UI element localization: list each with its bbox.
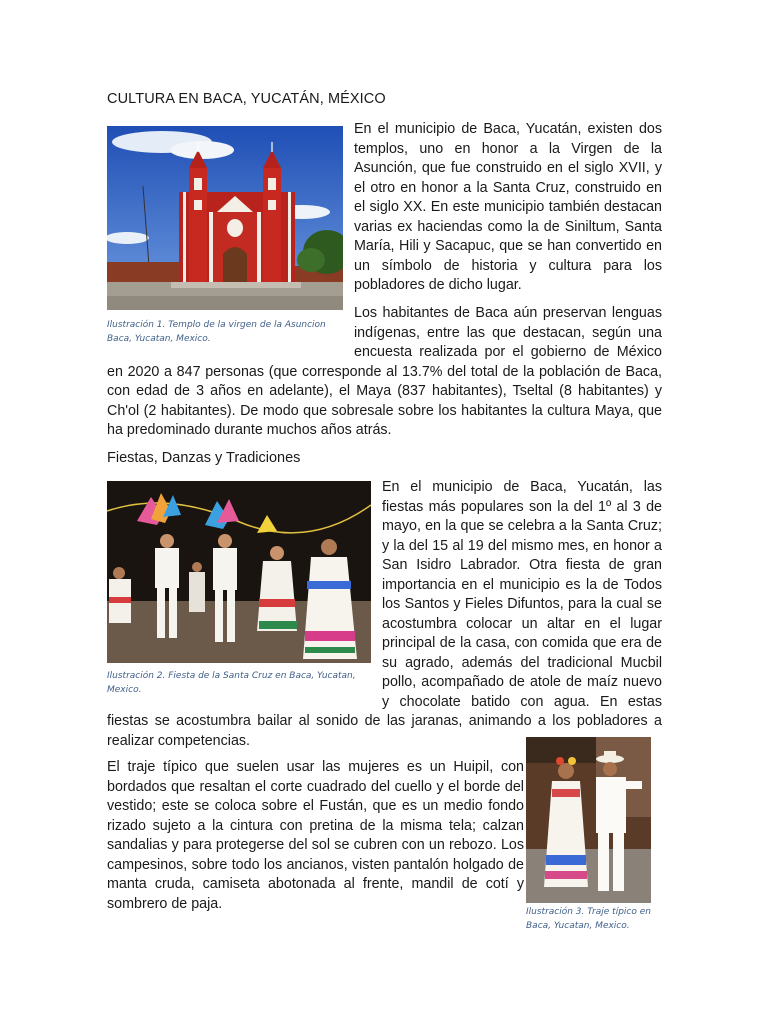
paragraph-lenguas: Los habitantes de Baca aún preservan lenguas indígenas, entre las que destacan, según una encuesta realizada por el gobierno de México en 2020 a 847 personas (que corresponde al 13.7% del total de la población de Baca, con edad de 3 años en adelante), el Maya (837 habitantes), Tseltal (8 habitantes) y Ch'ol (2 habitantes). De modo que sobresale sobre los habitantes la cultura Maya, que ha predominado durante muchos años atrás. <box>107 305 662 438</box>
document-title: CULTURA EN BACA, YUCATÁN, MÉXICO <box>107 91 386 107</box>
paragraph-templos: En el municipio de Baca, Yucatán, existen dos templos, uno en honor a la Virgen de la Asunción, que fue construido en el siglo XVII, y el otro en honor a la Santa Cruz, construido en el siglo XX. En este municipio también destacan varias ex haciendas como la de Siniltum, Santa María, Hili y Sacapuc, que se han convertido en un símbolo de historia y cultura para los pobladores de dicho lugar. <box>354 121 662 293</box>
section-subtitle: Fiestas, Danzas y Tradiciones <box>107 450 301 466</box>
fiesta-photo <box>107 481 371 663</box>
traje-photo <box>526 737 651 903</box>
paragraph-fiestas: En el municipio de Baca, Yucatán, las fiestas más populares son la del 1º al 3 de mayo, en la que se celebra a la Santa Cruz; y la del 15 al 19 del mismo mes, en honor a San Isidro Labrador. Otra fiesta de gran importancia en el municipio es la de Todos los Santos y Fieles Difuntos, para la cual se acostumbra colocar un altar en el lugar principal de la casa, con comida que era de su agrado, además del tradicional Mucbil pollo, acompañado de atole de maíz nuevo y chocolate batido con agua. En estas fiestas se acostumbra bailar al sonido de las jaranas, animando a los pobladores a realizar competencias. <box>107 479 662 749</box>
caption-figure-2: Ilustración 2. Fiesta de la Santa Cruz en Baca, Yucatan, Mexico. <box>107 671 356 695</box>
paragraph-traje: El traje típico que suelen usar las mujeres es un Huipil, con bordados que resaltan el corte cuadrado del cuello y el borde del vestido; este se coloca sobre el Fustán, que es un medio fondo rizado sujeto a la cintura con pretina de la misma tela; calzan sandalias y para protegerse del sol se cubren con un rebozo. Los campesinos, sobre todo los ancianos, visten pantalón holgado de manta cruda, camiseta abotonada al frente, mandil de cotí y sombrero de paja. <box>107 759 524 912</box>
caption-figure-1: Ilustración 1. Templo de la virgen de la Asuncion Baca, Yucatan, Mexico. <box>107 320 326 344</box>
caption-figure-3: Ilustración 3. Traje típico en Baca, Yucatan, Mexico. <box>526 907 651 931</box>
church-photo <box>107 126 343 310</box>
